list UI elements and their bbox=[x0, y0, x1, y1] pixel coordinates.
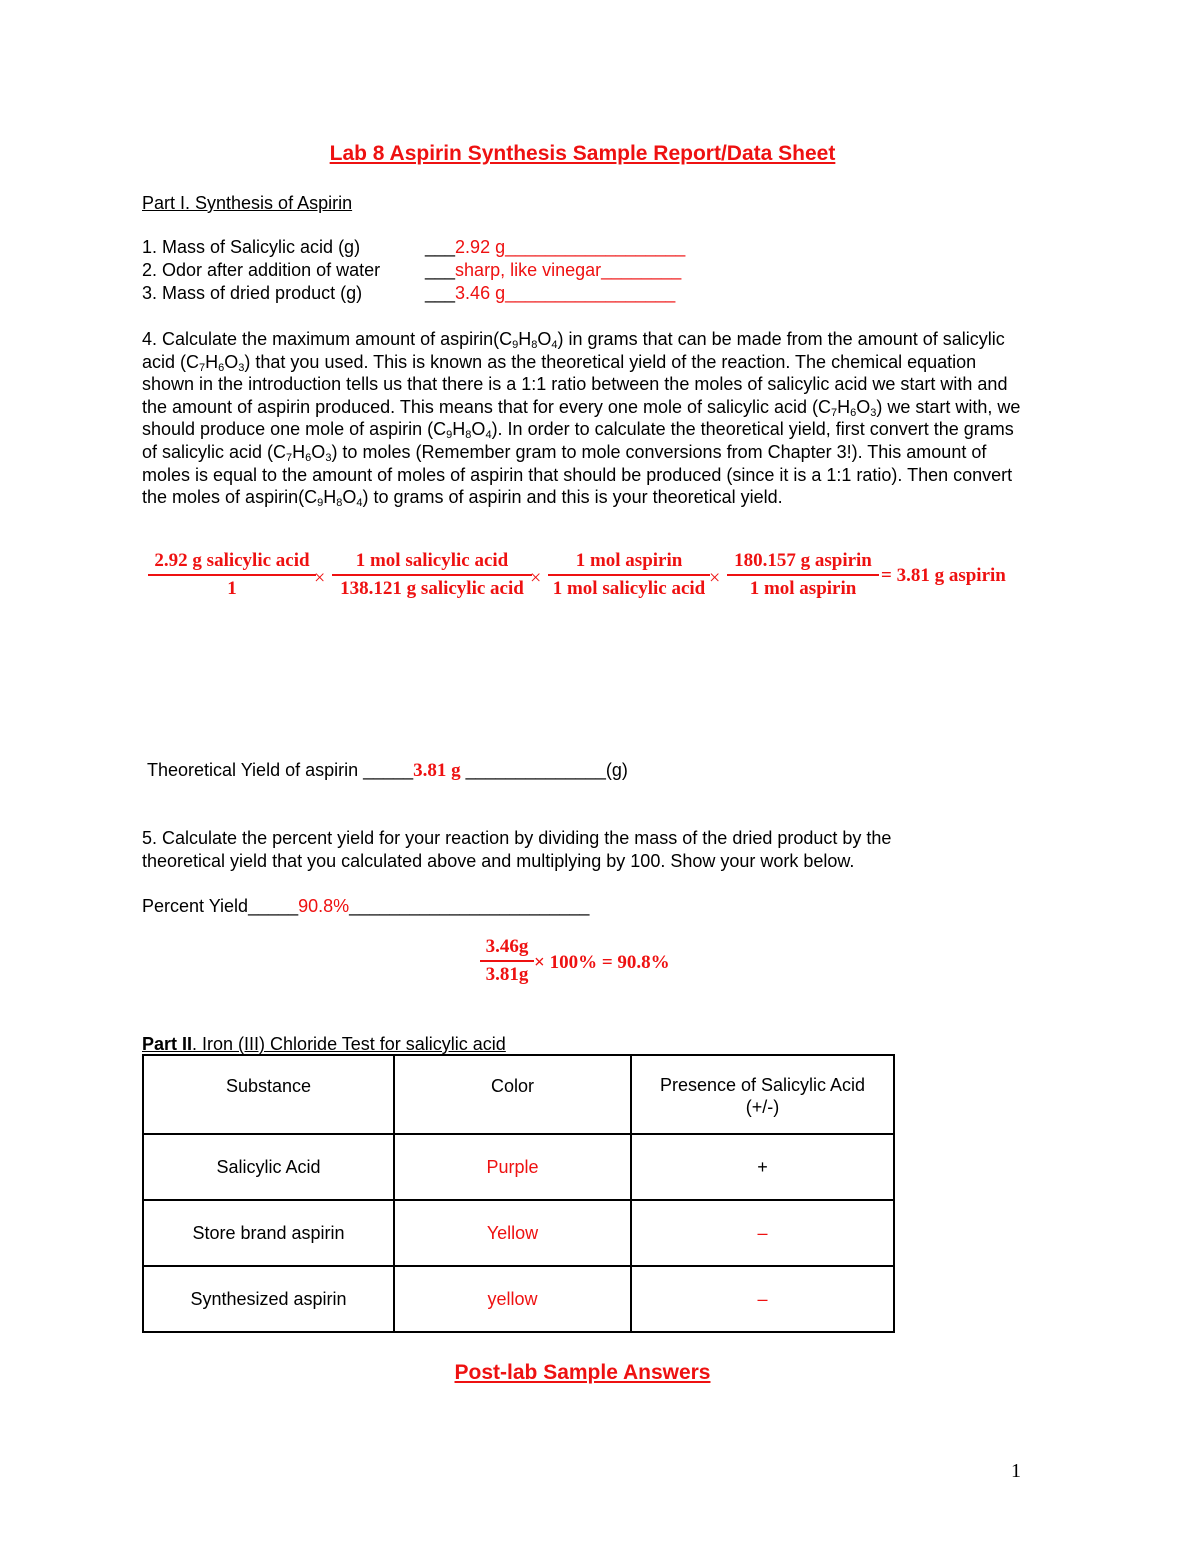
times-sign-3: × bbox=[709, 567, 721, 589]
theoretical-yield-label: Theoretical Yield of aspirin _____ bbox=[147, 760, 414, 780]
cell-substance: Store brand aspirin bbox=[143, 1200, 394, 1266]
header-color: Color bbox=[394, 1055, 631, 1134]
fraction-molar-aspirin: 180.157 g aspirin 1 mol aspirin bbox=[727, 550, 879, 600]
ferric-chloride-table bbox=[142, 1054, 895, 1333]
part2-heading-text: . Iron (III) Chloride Test for salicylic acid bbox=[192, 1034, 506, 1054]
times-sign-1: × bbox=[314, 567, 326, 589]
item-2-prefix: ___ bbox=[425, 260, 456, 280]
cell-color: yellow bbox=[394, 1266, 631, 1332]
table-row bbox=[143, 1266, 894, 1332]
theoretical-yield-line bbox=[147, 760, 628, 782]
fraction-mass-salicylic: 2.92 g salicylic acid 1 bbox=[148, 550, 316, 600]
header-substance: Substance bbox=[143, 1055, 394, 1134]
item-1-value: 2.92 g__________________ bbox=[455, 237, 686, 257]
item-3-prefix: ___ bbox=[425, 283, 456, 303]
part2-heading bbox=[142, 1034, 506, 1055]
percent-yield-value: 90.8% bbox=[298, 896, 350, 916]
part1-heading-text: . Synthesis of Aspirin bbox=[185, 193, 353, 213]
fraction-percent-yield: $\frac{3.46g}{3.81g}$ bbox=[480, 936, 534, 986]
table-row bbox=[143, 1134, 894, 1200]
item-3-answer bbox=[425, 283, 675, 304]
part2-heading-label: Part II bbox=[142, 1034, 193, 1054]
item-2-answer bbox=[425, 260, 681, 281]
page-number: 1 bbox=[1011, 1460, 1021, 1482]
item-1-answer bbox=[425, 237, 685, 258]
percent-calc-result: × 100% = 90.8% bbox=[534, 952, 670, 973]
part1-heading-label: Part I bbox=[142, 193, 186, 213]
part1-heading bbox=[142, 193, 352, 214]
theoretical-yield-suffix: ______________(g) bbox=[460, 760, 628, 780]
cell-color: Yellow bbox=[394, 1200, 631, 1266]
fraction-molar-salicylic: 1 mol salicylic acid 138.121 g salicylic acid bbox=[332, 550, 532, 600]
question-5-line-2: theoretical yield that you calculated above and multiplying by 100. Show your work below. bbox=[142, 851, 855, 871]
question-4-paragraph: 4. Calculate the maximum amount of $aspirin(C_9H_8O_4)$ in grams that can be made from the amount of salicylic acid $(C_7H_6O_3)$ that you used. This is known as the theoretical yield of the reaction. The chemical equation shown in the introduction tells us that there is a 1:1 ratio between the moles of salicylic acid we start with and the amount of aspirin produced. This means that for every one mole of salicylic acid $(C_7H_6O_3)$ we start with, we should produce one mole of aspirin $(C_9H_8O_4)$. In order to calculate the theoretical yield, first convert the grams of salicylic acid $(C_7H_6O_3)$ to moles (Remember gram to mole conversions from Chapter 3!). This amount of moles is equal to the amount of moles of aspirin that should be produced (since it is a 1:1 ratio). Then convert the moles of $aspirin(C_9H_8O_4)$ to grams of aspirin and this is your theoretical yield. bbox=[142, 329, 1021, 510]
item-2-value: sharp, like vinegar________ bbox=[455, 260, 682, 280]
item-3-value: 3.46 g_________________ bbox=[455, 283, 676, 303]
page-title: Lab 8 Aspirin Synthesis Sample Report/Data Sheet bbox=[329, 142, 836, 165]
item-2-label: 2. Odor after addition of water bbox=[142, 260, 381, 280]
percent-yield-suffix: ________________________ bbox=[349, 896, 590, 916]
item-1-label: 1. Mass of Salicylic acid (g) bbox=[142, 237, 361, 257]
calc-result: = 3.81 g aspirin bbox=[881, 565, 1006, 586]
cell-presence: – bbox=[631, 1266, 894, 1332]
item-1-prefix: ___ bbox=[425, 237, 456, 257]
cell-substance: Synthesized aspirin bbox=[143, 1266, 394, 1332]
cell-substance: Salicylic Acid bbox=[143, 1134, 394, 1200]
fraction-mole-ratio: 1 mol aspirin 1 mol salicylic acid bbox=[548, 550, 710, 600]
item-3-label: 3. Mass of dried product (g) bbox=[142, 283, 363, 303]
table-header-row bbox=[143, 1055, 894, 1134]
question-5-line-1: 5. Calculate the percent yield for your reaction by dividing the mass of the dried product by the bbox=[142, 828, 892, 848]
times-sign-2: × bbox=[530, 567, 542, 589]
postlab-heading: Post-lab Sample Answers bbox=[454, 1361, 711, 1384]
cell-presence: – bbox=[631, 1200, 894, 1266]
table-row bbox=[143, 1200, 894, 1266]
header-presence: Presence of Salicylic Acid (+/-) bbox=[631, 1055, 894, 1134]
percent-yield-label: Percent Yield_____ bbox=[142, 896, 299, 916]
cell-presence: + bbox=[631, 1134, 894, 1200]
theoretical-yield-value: 3.81 g bbox=[413, 760, 461, 781]
cell-color: Purple bbox=[394, 1134, 631, 1200]
percent-yield-line bbox=[142, 896, 589, 917]
